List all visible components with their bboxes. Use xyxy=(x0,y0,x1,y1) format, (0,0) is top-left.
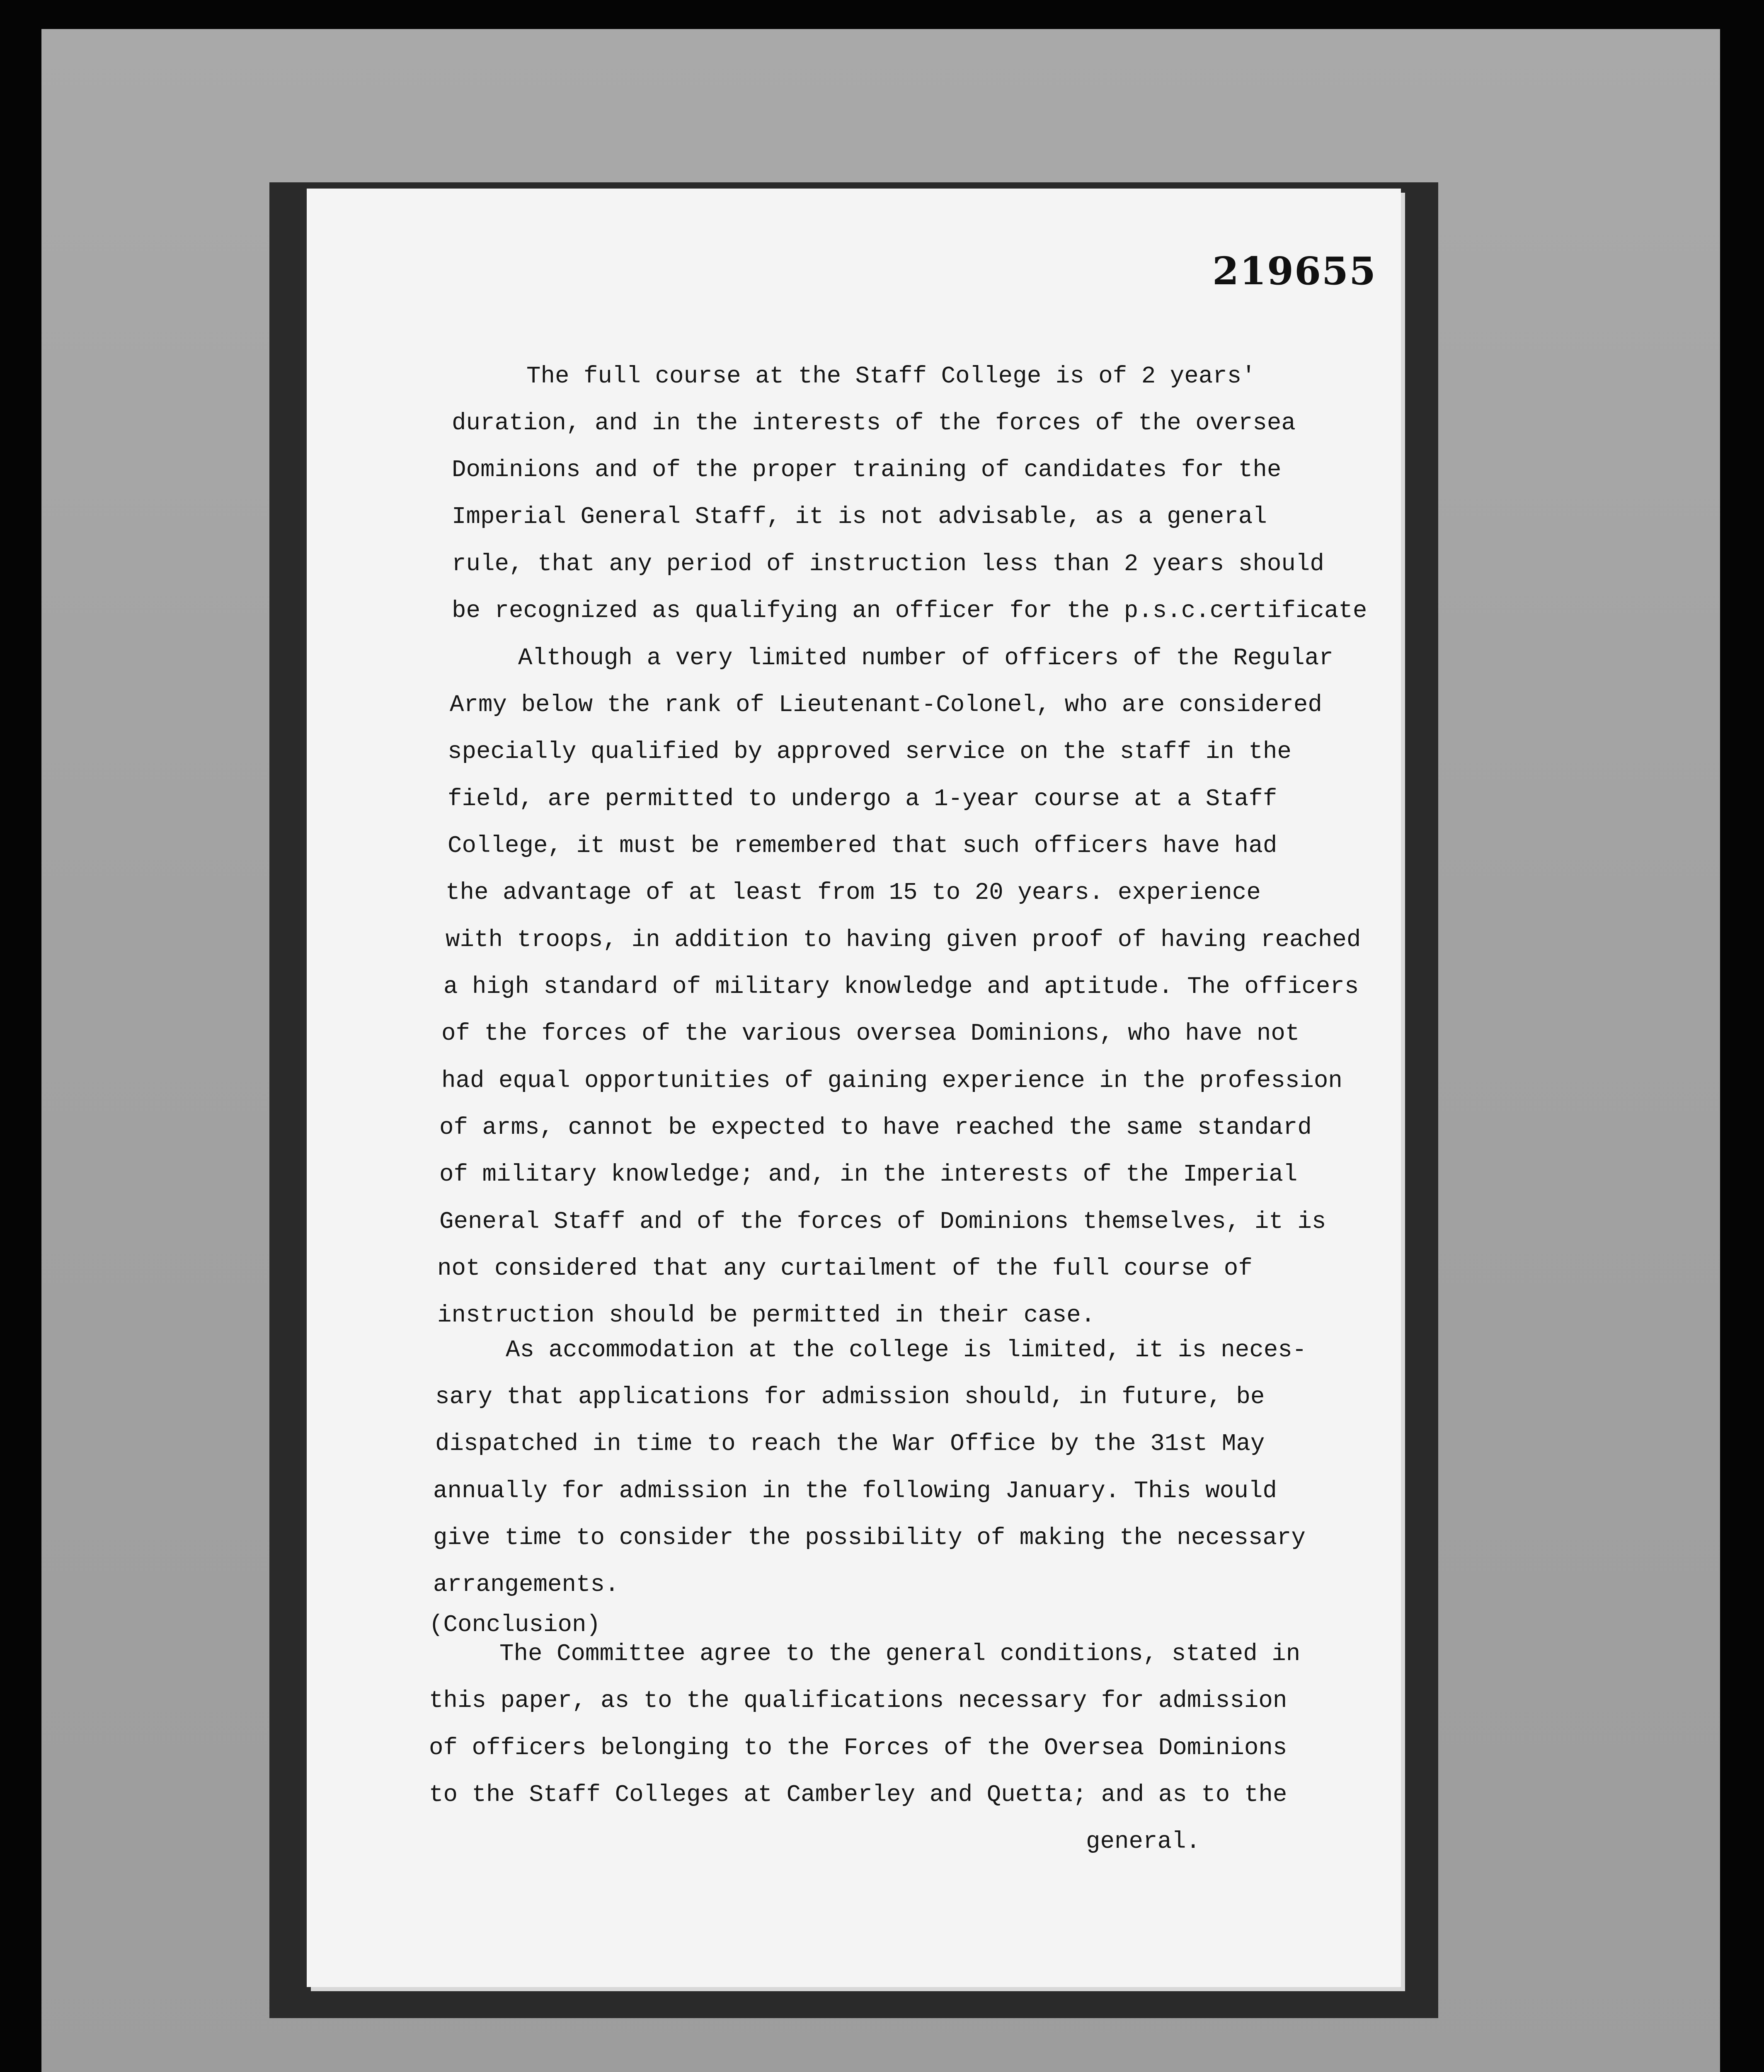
text-line: of officers belonging to the Forces of the Oversea Dominions xyxy=(429,1735,1287,1762)
page-number: 219655 xyxy=(1212,249,1377,293)
text-line: annually for admission in the following January. This would xyxy=(433,1478,1277,1505)
text-line: The Committee agree to the general conditions, stated in xyxy=(499,1641,1301,1668)
text-line: General Staff and of the forces of Dominions themselves, it is xyxy=(439,1208,1326,1235)
text-line: be recognized as qualifying an officer for the p.s.c.certificate xyxy=(452,598,1367,625)
text-line: this paper, as to the qualifications necessary for admission xyxy=(429,1687,1287,1714)
text-line: of military knowledge; and, in the interests of the Imperial xyxy=(439,1161,1298,1188)
text-line: duration, and in the interests of the forces of the oversea xyxy=(452,410,1296,437)
text-line: Dominions and of the proper training of candidates for the xyxy=(452,457,1282,484)
text-line: rule, that any period of instruction less than 2 years should xyxy=(452,551,1324,578)
text-line: the advantage of at least from 15 to 20 years. experience xyxy=(446,879,1261,906)
text-line: a high standard of military knowledge and aptitude. The officers xyxy=(443,973,1359,1000)
text-line: give time to consider the possibility of making the necessary xyxy=(433,1525,1306,1552)
text-line: Although a very limited number of officers of the Regular xyxy=(518,645,1333,672)
text-line: of the forces of the various oversea Dominions, who have not xyxy=(441,1020,1300,1047)
text-line: sary that applications for admission should, in future, be xyxy=(435,1384,1265,1411)
text-line: College, it must be remembered that such officers have had xyxy=(448,833,1277,859)
text-line: of arms, cannot be expected to have reached the same standard xyxy=(439,1114,1312,1141)
text-line: had equal opportunities of gaining experience in the profession xyxy=(441,1067,1342,1094)
text-line: Army below the rank of Lieutenant-Colonel, who are considered xyxy=(450,692,1322,719)
text-line: with troops, in addition to having given proof of having reached xyxy=(446,927,1361,954)
text-line: dispatched in time to reach the War Office by the 31st May xyxy=(435,1431,1265,1457)
text-line: field, are permitted to undergo a 1-year course at a Staff xyxy=(448,786,1277,813)
text-line: arrangements. xyxy=(433,1571,619,1598)
text-line: The full course at the Staff College is of 2 years' xyxy=(526,363,1256,390)
text-line: (Conclusion) xyxy=(429,1612,601,1639)
text-line: Imperial General Staff, it is not advisable, as a general xyxy=(452,503,1267,530)
text-line: instruction should be permitted in their case. xyxy=(437,1302,1095,1329)
text-line: specially qualified by approved service on the staff in the xyxy=(448,738,1292,765)
text-line: not considered that any curtailment of the full course of xyxy=(437,1255,1253,1282)
text-line: to the Staff Colleges at Camberley and Quetta; and as to the xyxy=(429,1782,1287,1808)
text-line: general. xyxy=(1086,1828,1201,1855)
text-line: As accommodation at the college is limited, it is neces- xyxy=(506,1337,1307,1364)
